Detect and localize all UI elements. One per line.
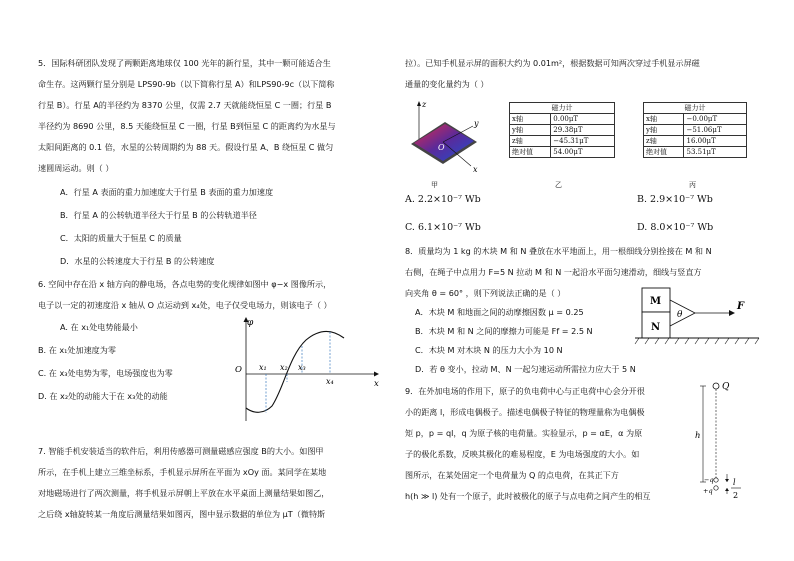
q9-line-6: h(h ≫ l) 处有一个原子，此时被极化的原子与点电荷之间产生的相互 [405, 491, 651, 501]
table-c-title: 磁力计 [644, 103, 747, 114]
q6-option-a: A. 在 x₁处电势能最小 [60, 322, 138, 332]
force-label: F [737, 301, 745, 312]
caption-yi: 乙 [555, 181, 562, 189]
graph-tick-x4: x₄ [326, 377, 334, 386]
q5-line-3: 行星 B）。行星 A的半径约为 8370 公里，仅需 2.7 天就能绕恒星 C 一圈；行星 B [38, 100, 332, 110]
dipole-h-label: h [695, 431, 701, 441]
table-c-cell: y轴 [644, 125, 684, 136]
q5-option-c: C．太阳的质量大于恒星 C 的质量 [60, 233, 182, 243]
phone-diagram [405, 98, 485, 178]
q5-option-d: D．水星的公转速度大于行星 B 的公转速度 [60, 256, 215, 266]
q7-option-c: C. 6.1×10⁻⁷ Wb [405, 222, 481, 233]
phone-origin: O [438, 143, 445, 152]
phone-axis-z: z [422, 100, 427, 109]
q7-option-d: D. 8.0×10⁻⁷ Wb [637, 222, 714, 233]
q9-line-4: 子的极化系数，反映其极化的难易程度，E 为电场强度的大小。如 [405, 449, 640, 459]
q7-line-1: 7. 智能手机安装适当的软件后，利用传感器可测量磁感应强度 B的大小。如图甲 [38, 446, 324, 456]
q9-line-5: 图所示，在某处固定一个电荷量为 Q 的点电荷，在其正下方 [405, 470, 619, 480]
graph-tick-x1: x₁ [259, 363, 267, 372]
table-c-cell: −51.06μT [684, 125, 747, 136]
q9-line-3: 矩 p，p = ql，q 为原子核的电荷量。实验显示，p = αE，α 为原 [405, 428, 643, 438]
phone-axis-y: y [474, 119, 479, 128]
dipole-two-label: 2 [733, 491, 739, 500]
table-b-cell: z轴 [510, 136, 551, 147]
q5-line-1: 5．国际科研团队发现了两颗距离地球仅 100 光年的新行星，其中一颗可能适合生 [38, 58, 331, 68]
dipole-diagram [697, 378, 757, 504]
theta-label: θ [677, 310, 683, 320]
q5-line-6: 速圆周运动。则（ ） [38, 163, 114, 173]
table-c-cell: 绝对值 [644, 147, 684, 158]
table-b-cell: 29.38μT [551, 125, 615, 136]
q6-line-1: 6. 空间中存在沿 x 轴方向的静电场，各点电势的变化规律如图中 φ−x 图像所示， [38, 279, 332, 289]
graph-origin-label: O [235, 365, 242, 375]
q7-line-2: 所示，在手机上建立三维坐标系，手机显示屏所在平面为 xOy 面。某同学在某地 [38, 467, 327, 477]
dipole-q-label: Q [722, 382, 730, 392]
table-c-cell: 53.51μT [684, 147, 747, 158]
table-b-cell: −45.31μT [551, 136, 615, 147]
q7-cont-line-1: 拉）。已知手机显示屏的面积大约为 0.01m²，根据数据可知两次穿过手机显示屏磁 [405, 58, 700, 68]
dipole-l-label: l [733, 478, 736, 487]
q5-option-b: B．行星 A 的公转轨道半径大于行星 B 的公转轨道半径 [60, 210, 257, 220]
dipole-neg-label: −q [704, 476, 714, 484]
magnetometer-table-c [643, 102, 747, 158]
q7-line-3: 对地磁场进行了两次测量，将手机显示屏朝上平放在水平桌面上测量结果如图乙， [38, 488, 330, 498]
q5-option-a: A．行星 A 表面的重力加速度大于行星 B 表面的重力加速度 [60, 187, 274, 197]
q5-line-4: 半径约为 8690 公里，8.5 天能绕恒星 C 一圈，行星 B到恒星 C 的距离约为水星与 [38, 121, 336, 131]
block-n-label: N [651, 322, 661, 333]
q7-option-b: B. 2.9×10⁻⁷ Wb [637, 194, 713, 205]
table-b-cell: x轴 [510, 114, 551, 125]
q5-line-5: 太阳间距离的 0.1 倍，水星的公转周期约为 88 天。假设行星 A、B 绕恒星 C 做匀 [38, 142, 334, 152]
left-column [38, 0, 398, 561]
q6-line-2: 电子以一定的初速度沿 x 轴从 O 点运动到 x₄处，电子仅受电场力，则该电子（ ） [38, 300, 332, 310]
q9-line-2: 小的距离 l，形成电偶极子。描述电偶极子特征的物理量称为电偶极 [405, 407, 645, 417]
table-b-cell: 绝对值 [510, 147, 551, 158]
table-c-cell: z轴 [644, 136, 684, 147]
table-b-cell: 0.00μT [551, 114, 615, 125]
graph-x-label: x [374, 379, 379, 389]
table-c-cell: x轴 [644, 114, 684, 125]
q6-option-d: D. 在 x₂处的动能大于在 x₃处的动能 [38, 391, 168, 401]
q7-option-a: A. 2.2×10⁻⁷ Wb [405, 194, 481, 205]
graph-tick-x2: x₂ [280, 363, 288, 372]
q7-cont-line-2: 通量的变化量约为（ ） [405, 79, 489, 89]
caption-jia: 甲 [431, 181, 438, 189]
right-column [405, 0, 765, 561]
table-b-title: 磁力计 [510, 103, 615, 114]
phi-x-graph [234, 316, 384, 426]
q8-line-2: 右侧，在绳子中点用力 F=5 N 拉动 M 和 N 一起沿水平面匀速滑动，细线与竖直方 [405, 267, 702, 277]
q6-option-b: B. 在 x₁处加速度为零 [38, 345, 116, 355]
table-c-cell: 16.00μT [684, 136, 747, 147]
caption-bing: 丙 [689, 181, 696, 189]
phone-axis-x: x [473, 165, 478, 174]
q8-option-d: D．若 θ 变小，拉动 M、N 一起匀速运动所需拉力应大于 5 N [415, 364, 636, 374]
q8-option-b: B．木块 M 和 N 之间的摩擦力可能是 Ff = 2.5 N [415, 326, 593, 336]
table-b-cell: y轴 [510, 125, 551, 136]
magnetometer-table-b [509, 102, 615, 158]
q8-line-3: 向夹角 θ = 60° ，则下列说法正确的是（ ） [405, 288, 566, 298]
q8-option-c: C．木块 M 对木块 N 的压力大小为 10 N [415, 345, 563, 355]
q8-option-a: A．木块 M 和地面之间的动摩擦因数 μ = 0.25 [415, 307, 584, 317]
q7-line-4: 之后绕 x轴旋转某一角度后测量结果如图丙，图中显示数据的单位为 μT（微特斯 [38, 509, 326, 519]
table-b-cell: 54.00μT [551, 147, 615, 158]
table-c-cell: −0.00μT [684, 114, 747, 125]
q6-option-c: C. 在 x₃处电势为零，电场强度也为零 [38, 368, 173, 378]
block-diagram [633, 284, 763, 346]
block-m-label: M [650, 296, 662, 307]
q8-line-1: 8．质量均为 1 kg 的木块 M 和 N 叠放在水平地面上，用一根细线分别拴接在 M 和 N [405, 246, 712, 256]
dipole-pos-label: +q [703, 487, 713, 495]
graph-y-label: φ [247, 318, 254, 328]
q5-line-2: 命生存。这两颗行星分别是 LPS90-9b（以下简称行星 A）和LPS90-9c（以下简称 [38, 79, 335, 89]
q9-line-1: 9．在外加电场的作用下，原子的负电荷中心与正电荷中心会分开很 [405, 386, 645, 396]
graph-tick-x3: x₃ [298, 363, 306, 372]
